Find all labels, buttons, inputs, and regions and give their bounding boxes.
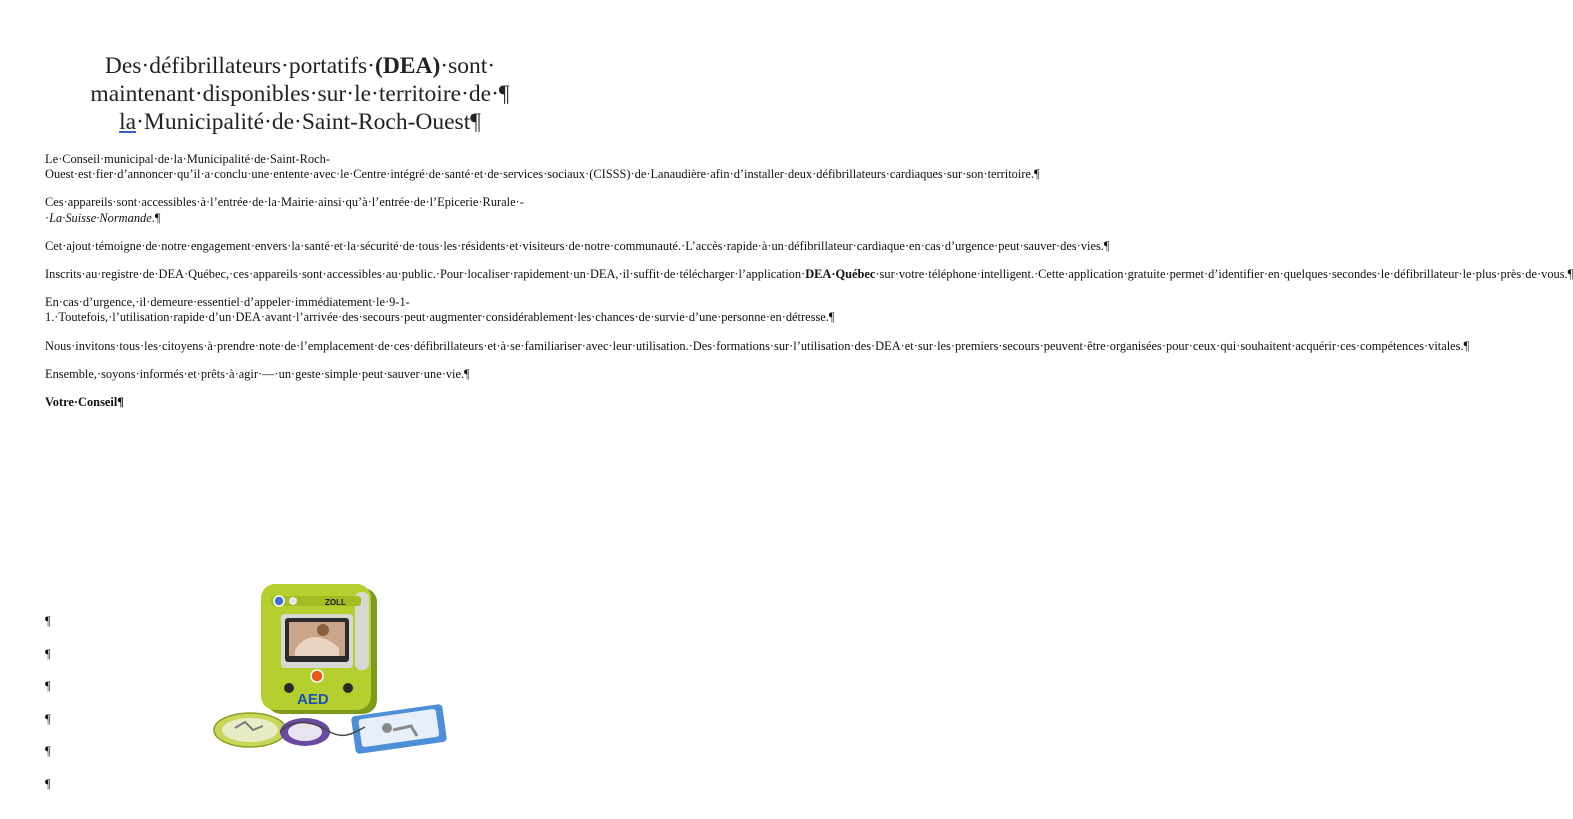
title-line-2: maintenant·disponibles·sur·le·territoire·de·¶ [90,81,510,107]
paragraph-3: Cet·ajout·témoigne·de·notre·engagement·envers·la·santé·et·la·sécurité·de·tous·les·résidents·et·visiteurs·de·notre·communauté.·L’accès·rapide·à·un·défibrillateur·cardiaque·en·cas·d’urgence·peut·sauver·des·vies.¶ [45,238,1110,253]
paragraph-7: Ensemble,·soyons·informés·et·prêts·à·agir·—·un·geste·simple·peut·sauver·une·vie.¶ [45,366,470,381]
paragraph-text: .¶ [151,210,161,225]
store-name-italic: La·Suisse·Normande [49,210,152,225]
paragraph-1: Le·Conseil·municipal·de·la·Municipalité·de·Saint-Roch-Ouest·est·fier·d’annoncer·qu’il·a·conclu·une·entente·avec·le·Centre·intégré·de·santé·et·de·services·sociaux·(CISSS)·de·Lanaudière·afin·d’installer·deux·défibrillateurs·cardiaques·sur·son·territoire.¶ [45,152,1040,182]
title-text: ·Municipalité·de·Saint-Roch-Ouest¶ [136,109,481,135]
page-title [60,52,540,136]
spellcheck-underlined-word: la [119,109,137,135]
aed-label: AED [297,691,329,708]
aed-device-image [205,582,545,752]
title-line-3 [60,108,540,136]
paragraph-6: Nous·invitons·tous·les·citoyens·à·prendre·note·de·l’emplacement·de·ces·défibrillateurs·et·à·se·familiariser·avec·leur·utilisation.·Des·formations·sur·l’utilisation·des·DEA·et·sur·les·premiers·secours·peuvent·être·organisées·pour·ceux·qui·souhaitent·acquérir·ces·compétences·vitales.¶ [45,338,1470,353]
signature: Votre·Conseil¶ [45,395,124,410]
paragraph-text: Ces·appareils·sont·accessibles·à·l’entrée·de·la·Mairie·ainsi·qu’à·l’entrée·de·l’Epicerie·Rurale·-· [45,195,524,225]
document-body [45,152,1573,423]
paragraph-mark: ¶ [45,776,51,791]
title-bold-text: (DEA) [375,53,441,79]
paragraph-5: En·cas·d’urgence,·il·demeure·essentiel·d’appeler·immédiatement·le·9-1-1.·Toutefois,·l’utilisation·rapide·d’un·DEA·avant·l’arrivée·des·secours·peut·augmenter·considérablement·les·chances·de·survie·d’une·personne·en·détresse.¶ [45,295,835,325]
paragraph-mark: ¶ [45,646,51,661]
brand-label: ZOLL [325,598,346,607]
aed-device [261,584,377,714]
title-line-1 [60,52,540,80]
paragraph-mark: ¶ [45,711,51,726]
title-text: ·sont· [440,53,496,79]
title-text: Des·défibrillateurs·portatifs· [104,53,376,79]
paragraph-text: Inscrits·au·registre·de·DEA·Québec,·ces·appareils·sont·accessibles·au·public.·Pour·localiser·rapidement·un·DEA,·il·suffit·de·télécharger·l’application· [45,267,806,282]
app-name-bold: DEA·Québec [805,267,876,282]
paragraph-2 [45,195,540,225]
paragraph-4 [45,267,1573,282]
paragraph-mark: ¶ [45,744,51,758]
paragraph-mark: ¶ [45,614,51,628]
paragraph-mark: ¶ [45,679,51,693]
empty-paragraph-marks [45,614,65,809]
paragraph-text: ·sur·votre·téléphone·intelligent.·Cette·application·gratuite·permet·d’identifier·en·quelques·secondes·le·défibrillateur·le·plus·près·de·vous.¶ [875,267,1573,282]
